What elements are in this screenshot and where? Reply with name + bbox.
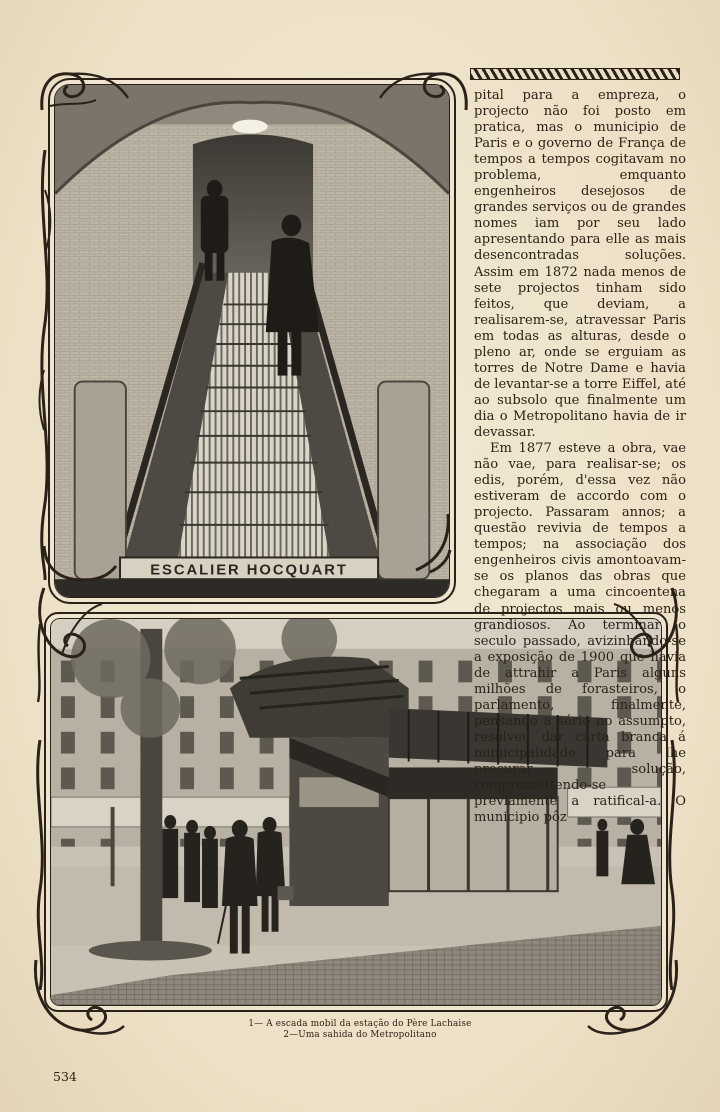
photo-captions: [0, 1019, 720, 1041]
escalator-photo-image: [55, 85, 449, 597]
ornament-bottom-right-1: [410, 510, 454, 580]
photo-escalator: [48, 78, 456, 604]
ornament-top-right: [376, 66, 472, 116]
caption-line-2: 2—Uma sahida do Metropolitano: [283, 1030, 437, 1040]
ornament-left-vine: [34, 150, 56, 580]
escalator-sign-text: ESCALIER HOCQUART: [150, 562, 348, 579]
ornament-bottom-left-1: [40, 540, 120, 590]
article-paragraph: Em 1877 esteve a obra, vae não vae, para realisar-se; os edis, porém, d'essa vez não estiveram de accordo com o projecto. Passaram annos; a questão revivia de tempos a tempos; na associação dos engenheiros civis amontoavam-se os planos das obras que chegaram a uma cincoentena de projectos mais ou menos grandiosos. Ao terminar o seculo passado, avizinhando-se a exposição de 1900 que havia de attrahir a Paris alguns milhões de forasteiros, o parlamento, finalmente, pensando a sério no assumpto, resolveu dar carta branca á municipalidade para lhe procurar solução, compromettendo-se previamente a ratifical-a. O municipio pôz: [474, 441, 686, 826]
decorative-rule: [470, 68, 680, 80]
article-paragraph: pital para a empreza, o projecto não foi posto em pratica, mas o municipio de Paris e o governo de França de tempos a tempos cogitavam no problema, emquanto engenheiros desejosos de grandes serviços ou de grandes nomes iam por seu lado apresentando para elle as mais desencontradas soluções. Assim em 1872 nada menos de sete projectos tinham sido feitos, que deviam, a realisarem-se, atravessar Paris em todas as alturas, desde o pleno ar, onde se erguiam as torres de Notre Dame e havia de levantar-se a torre Eiffel, até ao subsolo que finalmente um dia o Metropolitano havia de ir devassar.: [474, 88, 686, 440]
ornament-photo2-left-vine: [30, 740, 50, 990]
ornament-photo2-top-left: [32, 584, 104, 704]
ornament-top-left: [36, 66, 136, 116]
page-number: 534: [53, 1069, 77, 1084]
caption-line-1: 1— A escada mobil da estação do Père Lachaise: [248, 1019, 472, 1029]
article-text-column: [474, 88, 686, 826]
